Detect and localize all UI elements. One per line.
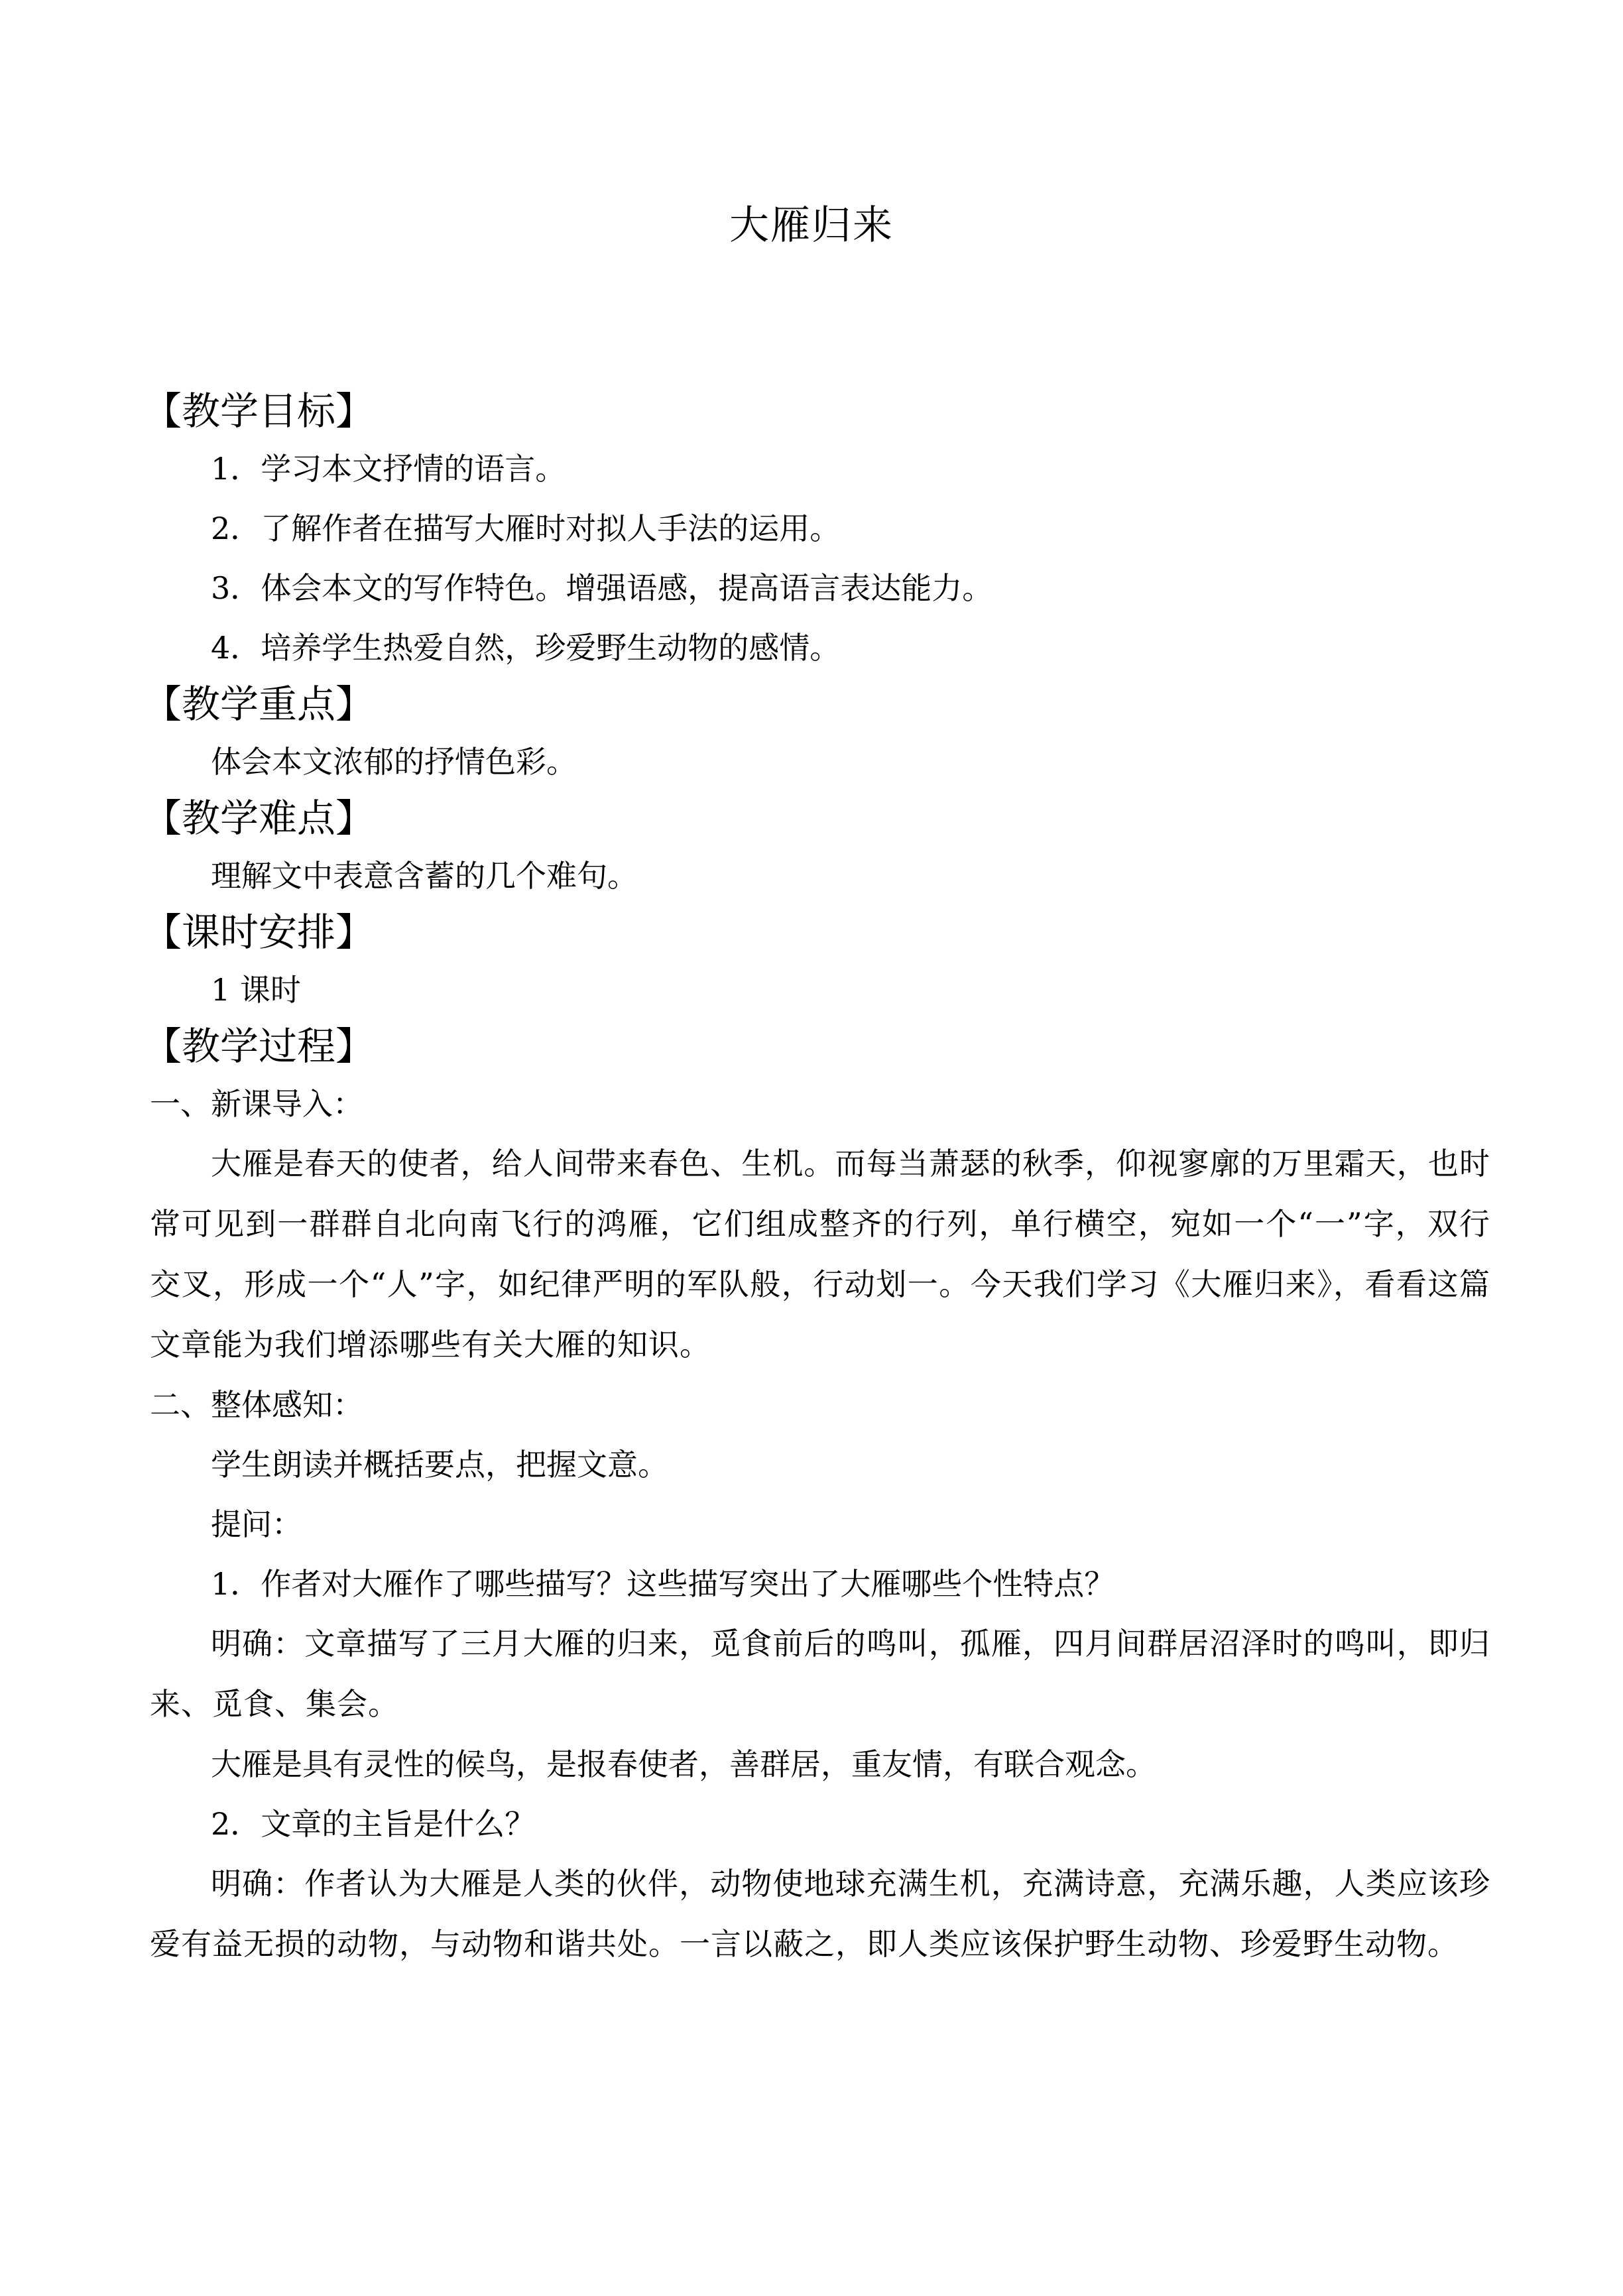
objectives-heading: 【教学目标】 — [143, 389, 375, 434]
answer-1: 明确：文章描写了三月大雁的归来，觅食前后的鸣叫，孤雁，四月间群居沼泽时的鸣叫，即归来、觅食、集会。 — [150, 1626, 1490, 1722]
process-part2-intro: 学生朗读并概括要点，把握文意。 — [211, 1447, 668, 1482]
question-1: 1．作者对大雁作了哪些描写？这些描写突出了大雁哪些个性特点？ — [211, 1566, 1115, 1602]
answer-2: 明确：作者认为大雁是人类的伙伴，动物使地球充满生机，充满诗意，充满乐趣，人类应该珍爱有益无损的动物，与动物和谐共处。一言以蔽之，即人类应该保护野生动物、珍爱野生动物。 — [150, 1866, 1490, 1962]
objective-item-2: 2．了解作者在描写大雁时对拟人手法的运用。 — [211, 511, 841, 546]
key-points-text: 体会本文浓郁的抒情色彩。 — [211, 744, 577, 780]
question-2: 2．文章的主旨是什么？ — [211, 1806, 536, 1842]
schedule-heading: 【课时安排】 — [143, 910, 375, 955]
question-label: 提问： — [211, 1506, 302, 1542]
answer-1b: 大雁是具有灵性的候鸟，是报春使者，善群居，重友情，有联合观念。 — [211, 1746, 1156, 1782]
process-part1-text: 大雁是春天的使者，给人间带来春色、生机。而每当萧瑟的秋季，仰视寥廓的万里霜天，也时常可见到一群群自北向南飞行的鸿雁，它们组成整齐的行列，单行横空，宛如一个“一”字，双行交叉，形成一个“人”字，如纪律严明的军队般，行动划一。今天我们学习《大雁归来》，看看这篇文章能为我们增添哪些有关大雁的知识。 — [150, 1146, 1490, 1362]
process-part2-title: 二、整体感知： — [150, 1387, 363, 1423]
objective-item-1: 1．学习本文抒情的语言。 — [211, 451, 566, 487]
document-title: 大雁归来 — [729, 202, 894, 249]
document-body — [143, 385, 1490, 1974]
objective-item-3: 3．体会本文的写作特色。增强语感，提高语言表达能力。 — [211, 570, 993, 606]
process-part1-title: 一、新课导入： — [150, 1086, 363, 1122]
process-heading: 【教学过程】 — [143, 1024, 375, 1069]
schedule-text: 1 课时 — [211, 972, 301, 1008]
difficulties-text: 理解文中表意含蓄的几个难句。 — [211, 858, 638, 894]
difficulties-heading: 【教学难点】 — [143, 796, 375, 841]
key-points-heading: 【教学重点】 — [143, 682, 375, 727]
objective-item-4: 4．培养学生热爱自然，珍爱野生动物的感情。 — [211, 630, 841, 666]
